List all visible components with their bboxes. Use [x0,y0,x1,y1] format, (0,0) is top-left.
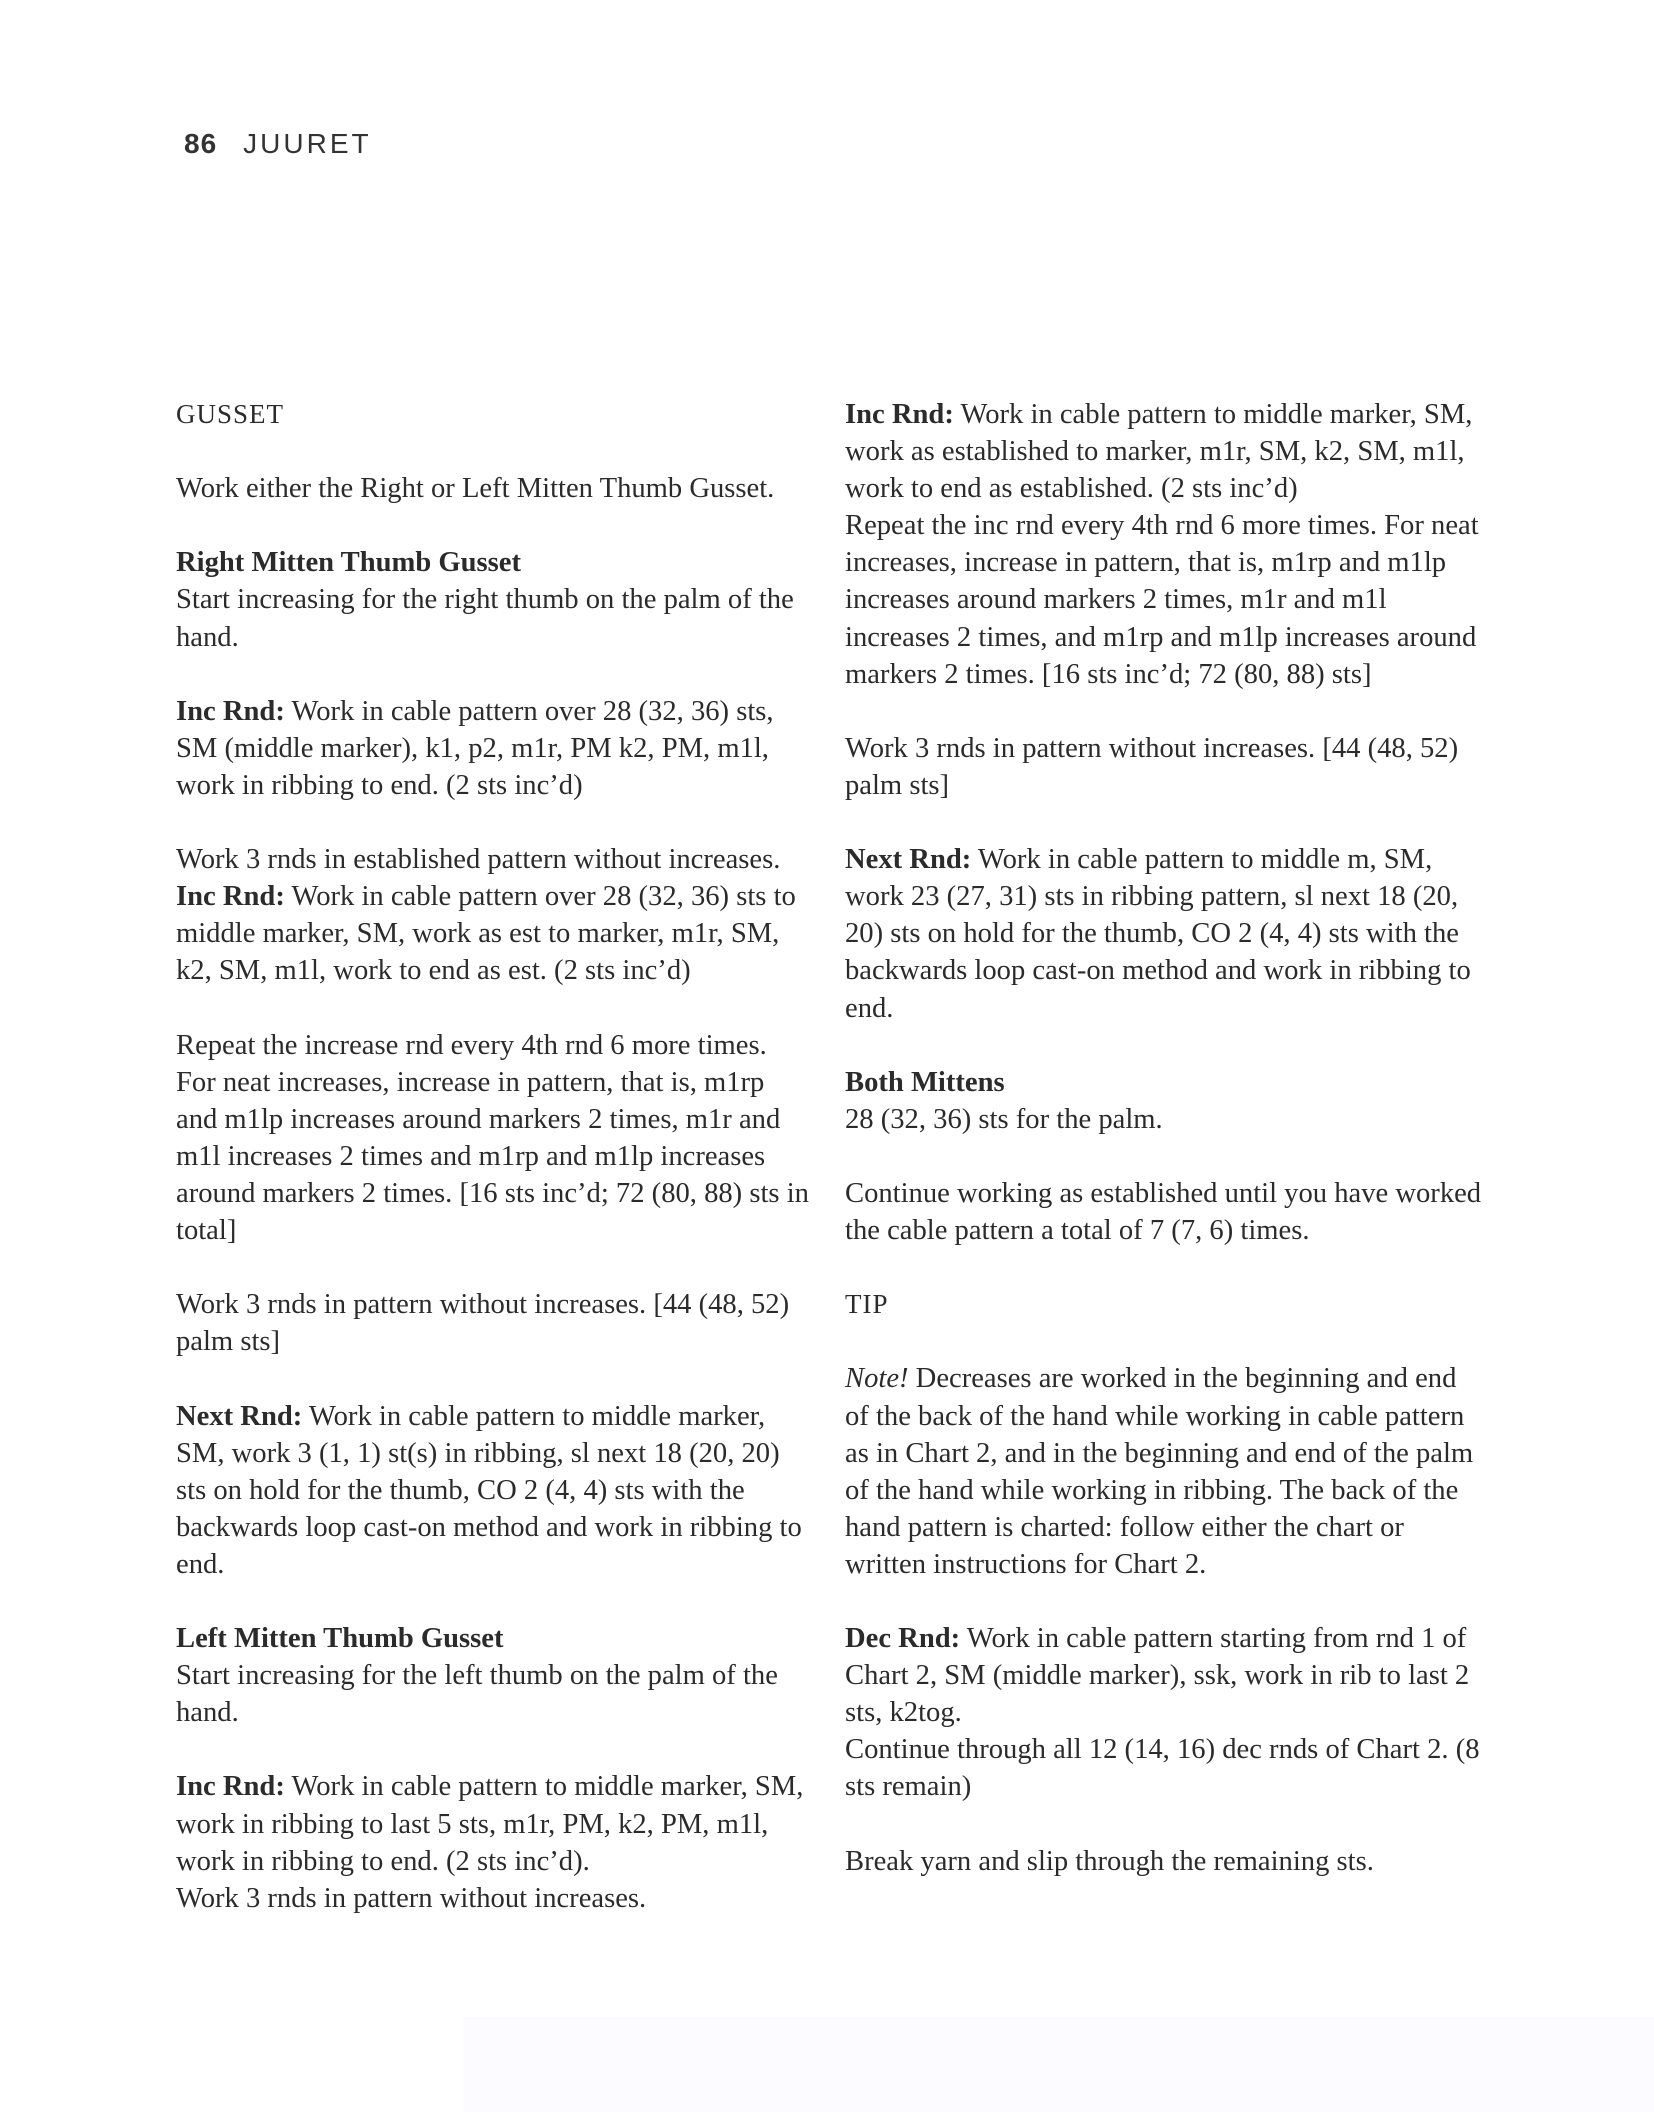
next-rnd-left-col [176,1398,811,1583]
inc-rnd-1-label: Inc Rnd: [176,695,285,727]
inc-rnd-3 [176,1768,811,1916]
page-corner-tint [463,2017,1654,2112]
running-head [184,128,372,160]
note-text: Decreases are worked in the beginning and end of the back of the hand while working in cable pattern as in Chart 2, and in the beginning and end of the palm of the hand while working in ribbing. The back of the hand pattern is charted: follow either the chart or written instructions for Chart 2. [845,1363,1474,1580]
inc-rnd-right-text: Work in cable pattern to middle marker, SM, work as established to marker, m1r, SM, k2, SM, m1l, work to end as established. (2 sts inc’d) [845,399,1473,505]
left-mitten-heading: Left Mitten Thumb Gusset [176,1623,504,1655]
both-mittens-section [845,1064,1485,1138]
break-yarn: Break yarn and slip through the remaining sts. [845,1845,1374,1877]
tip-heading: TIP [845,1289,889,1320]
work-3-rnds-b: Work 3 rnds in pattern without increases. [44 (48, 52) palm sts] [176,1289,790,1358]
next-rnd-text: Work in cable pattern to middle marker, SM, work 3 (1, 1) st(s) in ribbing, sl next 18 (20, 20) sts on hold for the thumb, CO 2 (4, 4) sts with the backwards loop cast-on method and work in ribbing to end. [176,1400,802,1580]
tip-note [845,1360,1485,1583]
work-3-rnds-right: Work 3 rnds in pattern without increases. [44 (48, 52) palm sts] [845,732,1459,801]
inc-rnd-right-label: Inc Rnd: [845,399,954,430]
next-rnd-right-text: Work in cable pattern to middle m, SM, work 23 (27, 31) sts in ribbing pattern, sl next 18 (20, 20) sts on hold for the thumb, CO 2 (4, 4) sts with the backwards loop cast-on method and work in ribbing to end. [845,844,1471,1024]
dec-rnd [845,1620,1485,1805]
work-3-rnds-a: Work 3 rnds in established pattern without increases. [176,844,781,876]
left-mitten-text: Start increasing for the left thumb on the palm of the hand. [176,1660,778,1729]
continue-working: Continue working as established until you have worked the cable pattern a total of 7 (7, 6) times. [845,1177,1482,1247]
gusset-heading: GUSSET [176,399,285,429]
repeat-inc-right: Repeat the inc rnd every 4th rnd 6 more times. For neat increases, increase in pattern, that is, m1rp and m1lp increases around markers 2 times, m1r and m1l increases 2 times, and m1rp and m1lp increases around markers 2 times. [16 sts inc’d; 72 (80, 88) sts] [845,510,1479,690]
both-mittens-text: 28 (32, 36) sts for the palm. [845,1103,1163,1135]
work-3-rnds-c: Work 3 rnds in pattern without increases. [176,1882,647,1914]
page-number: 86 [184,128,218,159]
next-rnd-right-label: Next Rnd: [845,844,972,876]
right-column [845,396,1485,1880]
inc-rnd-3-label: Inc Rnd: [176,1771,285,1803]
gusset-intro: Work either the Right or Left Mitten Thumb Gusset. [176,473,775,505]
repeat-increase: Repeat the increase rnd every 4th rnd 6 more times. For neat increases, increase in pattern, that is, m1rp and m1lp increases around markers 2 times, m1r and m1l increases 2 times and m1rp and m1lp increases around markers 2 times. [16 sts inc’d; 72 (80, 88) sts in total] [176,1029,809,1247]
inc-rnd-3-text: Work in cable pattern to middle marker, SM, work in ribbing to last 5 sts, m1r, PM, k2, PM, m1l, work in ribbing to end. (2 sts inc’d). [176,1771,804,1877]
right-mitten-heading: Right Mitten Thumb Gusset [176,547,522,579]
next-rnd-right-col [845,841,1485,1026]
inc-rnd-2-label: Inc Rnd: [176,881,285,913]
left-column [176,396,811,1917]
inc-rnd-1-text: Work in cable pattern over 28 (32, 36) sts, SM (middle marker), k1, p2, m1r, PM k2, PM, m1l, work in ribbing to end. (2 sts inc’d) [176,695,774,801]
dec-rnd-text: Work in cable pattern starting from rnd 1 of Chart 2, SM (middle marker), ssk, work in rib to last 2 sts, k2tog. [845,1623,1470,1729]
right-mitten-text: Start increasing for the right thumb on the palm of the hand. [176,584,794,653]
next-rnd-label: Next Rnd: [176,1400,303,1432]
note-label: Note! [845,1363,909,1395]
inc-rnd-2-text: Work in cable pattern over 28 (32, 36) sts to middle marker, SM, work as est to marker, m1r, SM, k2, SM, m1l, work to end as est. (2 sts inc’d) [176,881,796,987]
work-3-inc-rnd-2 [176,841,811,989]
left-mitten-section [176,1620,811,1731]
inc-rnd-right [845,396,1485,507]
inc-rnd-1 [176,693,811,804]
running-title: JUURET [243,128,372,159]
both-mittens-heading: Both Mittens [845,1066,1005,1098]
right-mitten-section [176,544,811,655]
dec-rnd-label: Dec Rnd: [845,1623,961,1655]
continue-dec: Continue through all 12 (14, 16) dec rnds of Chart 2. (8 sts remain) [845,1734,1480,1803]
